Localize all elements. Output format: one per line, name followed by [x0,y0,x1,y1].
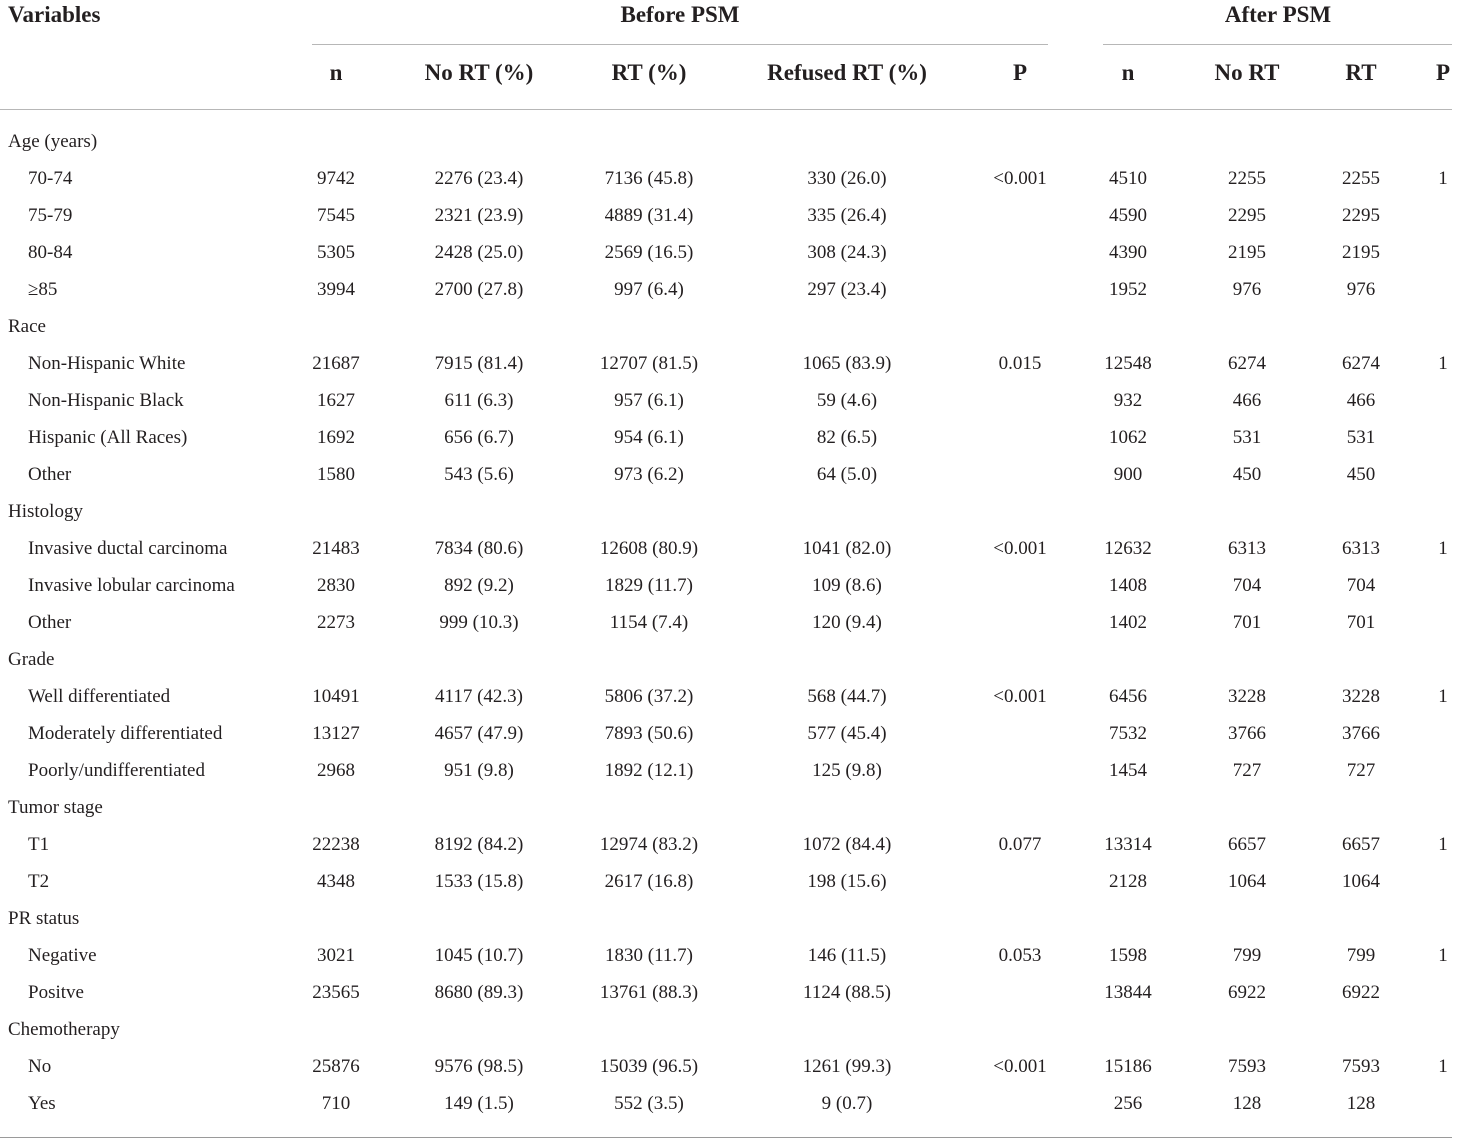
before-rt-cell: 997 (6.4) [614,279,684,300]
after-rt-cell: 1064 [1342,871,1380,892]
before-rt-cell: 973 (6.2) [614,464,684,485]
row-label: Moderately differentiated [28,723,223,744]
before-p-cell: <0.001 [993,168,1047,189]
before-n-cell: 25876 [312,1056,360,1077]
before-p-cell: <0.001 [993,1056,1047,1077]
table-row [0,273,1460,310]
table-row [0,236,1460,273]
row-label: Positve [28,982,84,1003]
after-rt-cell: 6922 [1342,982,1380,1003]
row-label: Poorly/undifferentiated [28,760,205,781]
table-row [0,532,1460,569]
before-no-rt-cell: 7915 (81.4) [434,353,524,374]
after-no-rt-cell: 2195 [1228,242,1266,263]
table-row [0,384,1460,421]
before-refused-rt-cell: 82 (6.5) [816,427,878,448]
before-n-cell: 3021 [317,945,355,966]
after-no-rt-cell: 6313 [1228,538,1266,559]
after-n-cell: 1454 [1109,760,1147,781]
after-n-cell: 15186 [1104,1056,1152,1077]
before-refused-rt-cell: 1065 (83.9) [802,353,892,374]
after-n-cell: 2128 [1109,871,1147,892]
before-rt-cell: 13761 (88.3) [599,982,699,1003]
after-no-rt-header: No RT [1214,60,1280,85]
before-refused-rt-cell: 568 (44.7) [807,686,887,707]
before-refused-rt-cell: 198 (15.6) [807,871,887,892]
table-row [0,828,1460,865]
after-no-rt-cell: 799 [1232,945,1262,966]
table-row [0,606,1460,643]
row-label: Yes [28,1093,56,1114]
table-row [0,939,1460,976]
after-no-rt-cell: 7593 [1228,1056,1266,1077]
before-refused-rt-cell: 1041 (82.0) [802,538,892,559]
before-no-rt-cell: 2428 (25.0) [434,242,524,263]
after-no-rt-cell: 727 [1232,760,1262,781]
after-no-rt-cell: 6922 [1228,982,1266,1003]
before-refused-rt-cell: 308 (24.3) [807,242,887,263]
bottom-rule [0,1137,1452,1138]
row-label: 70-74 [28,168,73,189]
before-no-rt-cell: 656 (6.7) [444,427,514,448]
section-label: Age (years) [8,131,98,152]
section-label: Race [8,316,46,337]
after-rt-header: RT [1345,60,1377,85]
after-p-cell: 1 [1438,686,1448,707]
after-rt-cell: 7593 [1342,1056,1380,1077]
before-refused-rt-cell: 330 (26.0) [807,168,887,189]
after-rt-cell: 976 [1346,279,1376,300]
after-no-rt-cell: 976 [1232,279,1262,300]
before-rt-cell: 954 (6.1) [614,427,684,448]
before-no-rt-cell: 149 (1.5) [444,1093,514,1114]
before-n-cell: 5305 [317,242,355,263]
variables-header: Variables [8,2,101,27]
after-no-rt-cell: 128 [1232,1093,1262,1114]
table-row [0,162,1460,199]
before-p-header: P [1012,60,1028,85]
before-no-rt-cell: 2321 (23.9) [434,205,524,226]
before-n-cell: 22238 [312,834,360,855]
before-refused-rt-cell: 1072 (84.4) [802,834,892,855]
after-n-cell: 13844 [1104,982,1152,1003]
before-no-rt-cell: 2276 (23.4) [434,168,524,189]
header-rule [0,109,1452,110]
before-no-rt-cell: 4657 (47.9) [434,723,524,744]
after-rt-cell: 2195 [1342,242,1380,263]
after-p-cell: 1 [1438,1056,1448,1077]
before-refused-rt-cell: 9 (0.7) [821,1093,873,1114]
before-no-rt-cell: 999 (10.3) [439,612,519,633]
before-rt-cell: 552 (3.5) [614,1093,684,1114]
row-label: Other [28,612,72,633]
before-no-rt-cell: 9576 (98.5) [434,1056,524,1077]
after-n-cell: 12632 [1104,538,1152,559]
before-rt-cell: 1892 (12.1) [604,760,694,781]
before-no-rt-cell: 611 (6.3) [444,390,514,411]
after-no-rt-cell: 2295 [1228,205,1266,226]
after-rt-cell: 3228 [1342,686,1380,707]
after-p-cell: 1 [1438,353,1448,374]
before-rt-cell: 12974 (83.2) [599,834,699,855]
row-label: Non-Hispanic White [28,353,186,374]
table-group-header [0,0,1460,40]
after-no-rt-cell: 2255 [1228,168,1266,189]
after-no-rt-cell: 6274 [1228,353,1266,374]
row-label: Invasive lobular carcinoma [28,575,235,596]
after-n-cell: 6456 [1109,686,1147,707]
before-refused-rt-cell: 64 (5.0) [816,464,878,485]
section-label: Grade [8,649,55,670]
after-n-cell: 7532 [1109,723,1147,744]
after-no-rt-cell: 3766 [1228,723,1266,744]
before-n-cell: 13127 [312,723,360,744]
after-n-cell: 1952 [1109,279,1147,300]
before-rt-cell: 957 (6.1) [614,390,684,411]
before-n-cell: 23565 [312,982,360,1003]
after-n-cell: 4590 [1109,205,1147,226]
table-row [0,569,1460,606]
before-p-cell: <0.001 [993,686,1047,707]
before-rt-header: RT (%) [611,60,687,85]
before-rt-cell: 1829 (11.7) [605,575,693,596]
before-no-rt-cell: 892 (9.2) [444,575,514,596]
section-label: Histology [8,501,83,522]
row-label: 75-79 [28,205,73,226]
row-label: Negative [28,945,97,966]
before-no-rt-cell: 7834 (80.6) [434,538,524,559]
section-label: Chemotherapy [8,1019,120,1040]
before-n-cell: 1627 [317,390,355,411]
table-row [0,865,1460,902]
before-n-cell: 2968 [317,760,355,781]
section-row [0,643,1460,680]
after-no-rt-cell: 6657 [1228,834,1266,855]
after-n-cell: 1408 [1109,575,1147,596]
after-no-rt-cell: 701 [1232,612,1262,633]
before-n-cell: 10491 [312,686,360,707]
before-psm-divider [312,44,1048,45]
after-n-cell: 1402 [1109,612,1147,633]
before-no-rt-cell: 1045 (10.7) [434,945,524,966]
section-label: PR status [8,908,80,929]
after-n-cell: 1062 [1109,427,1147,448]
before-no-rt-cell: 1533 (15.8) [434,871,524,892]
after-psm-divider [1103,44,1452,45]
after-no-rt-cell: 1064 [1228,871,1266,892]
row-label: ≥85 [28,279,58,300]
row-label: Invasive ductal carcinoma [28,538,228,559]
after-rt-cell: 466 [1346,390,1376,411]
before-rt-cell: 15039 (96.5) [599,1056,699,1077]
before-rt-cell: 2617 (16.8) [604,871,694,892]
after-rt-cell: 6657 [1342,834,1380,855]
section-label: Tumor stage [8,797,103,818]
row-label: Hispanic (All Races) [28,427,188,448]
after-rt-cell: 128 [1346,1093,1376,1114]
before-refused-rt-header: Refused RT (%) [767,60,927,85]
before-refused-rt-cell: 146 (11.5) [807,945,887,966]
table-row [0,976,1460,1013]
section-row [0,1013,1460,1050]
before-rt-cell: 1830 (11.7) [605,945,693,966]
before-rt-cell: 5806 (37.2) [604,686,694,707]
after-n-cell: 4390 [1109,242,1147,263]
before-p-cell: 0.077 [998,834,1042,855]
before-n-header: n [329,60,343,85]
after-p-cell: 1 [1438,945,1448,966]
before-rt-cell: 12707 (81.5) [599,353,699,374]
after-rt-cell: 2255 [1342,168,1380,189]
before-rt-cell: 2569 (16.5) [604,242,694,263]
row-label: Non-Hispanic Black [28,390,184,411]
row-label: T1 [28,834,50,855]
after-n-header: n [1121,60,1135,85]
before-no-rt-header: No RT (%) [424,60,534,85]
after-rt-cell: 3766 [1342,723,1380,744]
after-n-cell: 13314 [1104,834,1152,855]
before-no-rt-cell: 8680 (89.3) [434,982,524,1003]
table-row [0,717,1460,754]
after-rt-cell: 799 [1346,945,1376,966]
after-psm-header: After PSM [1224,2,1332,27]
after-p-cell: 1 [1438,168,1448,189]
after-n-cell: 900 [1113,464,1143,485]
after-n-cell: 932 [1113,390,1143,411]
before-p-cell: 0.053 [998,945,1042,966]
before-refused-rt-cell: 1261 (99.3) [802,1056,892,1077]
before-no-rt-cell: 4117 (42.3) [435,686,523,707]
after-rt-cell: 6274 [1342,353,1380,374]
table-row [0,1087,1460,1124]
after-n-cell: 4510 [1109,168,1147,189]
before-n-cell: 1692 [317,427,355,448]
table-column-header [0,60,1460,96]
after-rt-cell: 6313 [1342,538,1380,559]
before-refused-rt-cell: 297 (23.4) [807,279,887,300]
before-rt-cell: 7136 (45.8) [604,168,694,189]
before-refused-rt-cell: 109 (8.6) [812,575,882,596]
row-label: 80-84 [28,242,73,263]
table-row [0,199,1460,236]
after-n-cell: 12548 [1104,353,1152,374]
before-no-rt-cell: 8192 (84.2) [434,834,524,855]
row-label: T2 [28,871,50,892]
before-n-cell: 3994 [317,279,355,300]
table-row [0,754,1460,791]
after-rt-cell: 701 [1346,612,1376,633]
after-no-rt-cell: 466 [1232,390,1262,411]
after-rt-cell: 2295 [1342,205,1380,226]
before-n-cell: 21687 [312,353,360,374]
before-rt-cell: 1154 (7.4) [609,612,689,633]
before-rt-cell: 12608 (80.9) [599,538,699,559]
before-no-rt-cell: 951 (9.8) [444,760,514,781]
before-refused-rt-cell: 577 (45.4) [807,723,887,744]
section-row [0,310,1460,347]
after-rt-cell: 450 [1346,464,1376,485]
table-row [0,1050,1460,1087]
before-rt-cell: 7893 (50.6) [604,723,694,744]
before-n-cell: 710 [321,1093,351,1114]
before-refused-rt-cell: 125 (9.8) [812,760,882,781]
table-body [0,125,1460,1124]
before-no-rt-cell: 2700 (27.8) [434,279,524,300]
after-n-cell: 1598 [1109,945,1147,966]
before-n-cell: 2830 [317,575,355,596]
row-label: Other [28,464,72,485]
after-p-header: P [1435,60,1451,85]
table-row [0,458,1460,495]
section-row [0,495,1460,532]
before-refused-rt-cell: 335 (26.4) [807,205,887,226]
before-n-cell: 9742 [317,168,355,189]
section-row [0,902,1460,939]
before-no-rt-cell: 543 (5.6) [444,464,514,485]
row-label: Well differentiated [28,686,171,707]
before-refused-rt-cell: 59 (4.6) [816,390,878,411]
before-refused-rt-cell: 1124 (88.5) [803,982,891,1003]
before-refused-rt-cell: 120 (9.4) [812,612,882,633]
after-no-rt-cell: 704 [1232,575,1262,596]
before-rt-cell: 4889 (31.4) [604,205,694,226]
after-rt-cell: 727 [1346,760,1376,781]
after-n-cell: 256 [1113,1093,1143,1114]
table-row [0,421,1460,458]
row-label: No [28,1056,52,1077]
table-row [0,347,1460,384]
before-psm-header: Before PSM [620,2,740,27]
section-row [0,125,1460,162]
before-n-cell: 1580 [317,464,355,485]
before-p-cell: <0.001 [993,538,1047,559]
before-n-cell: 4348 [317,871,355,892]
after-rt-cell: 531 [1346,427,1376,448]
section-row [0,791,1460,828]
after-no-rt-cell: 531 [1232,427,1262,448]
after-p-cell: 1 [1438,538,1448,559]
before-p-cell: 0.015 [998,353,1042,374]
before-n-cell: 21483 [312,538,360,559]
after-rt-cell: 704 [1346,575,1376,596]
before-n-cell: 7545 [317,205,355,226]
after-no-rt-cell: 3228 [1228,686,1266,707]
table-row [0,680,1460,717]
before-n-cell: 2273 [317,612,355,633]
after-p-cell: 1 [1438,834,1448,855]
after-no-rt-cell: 450 [1232,464,1262,485]
